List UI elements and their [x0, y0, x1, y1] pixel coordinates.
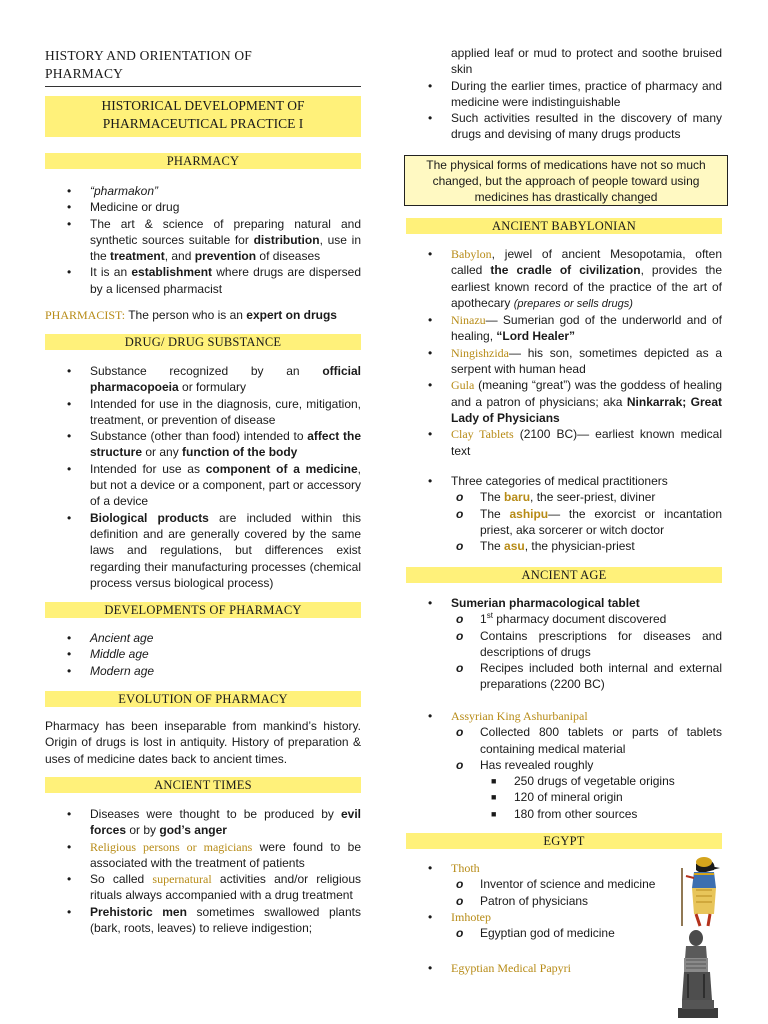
- practitioners-list: [406, 473, 722, 554]
- list-item: • Clay Tablets (2100 BC)— earliest known medical text: [428, 427, 722, 458]
- sub-list-item: o Contains prescriptions for diseases and descriptions of drugs: [456, 628, 722, 659]
- list-item: • Modern age: [67, 663, 155, 678]
- list-item: • Ancient age: [67, 631, 154, 645]
- babylonian-list: [406, 246, 722, 459]
- ashurbanipal-list: [406, 708, 722, 822]
- sub-list-item: o Has revealed roughly: [456, 757, 594, 772]
- sub-list-item: o The baru, the seer-priest, diviner: [456, 490, 656, 505]
- section-heading-egypt: EGYPT: [406, 833, 722, 849]
- list-item: • During the earlier times, practice of pharmacy and medicine were indistinguishable: [428, 78, 722, 109]
- list-item: • Gula (meaning “great”) was the goddess of healing and a patron of physicians; aka Ninkarrak; Great Lady of Physicians: [428, 378, 722, 425]
- developments-list: [45, 630, 361, 679]
- sub-list-item: o Inventor of science and medicine: [456, 877, 656, 892]
- list-item: • Imhotep: [428, 909, 491, 924]
- list-item: • Egyptian Medical Papyri: [428, 961, 571, 975]
- section-heading-pharmacy: PHARMACY: [45, 153, 361, 169]
- papyri-list: [406, 960, 668, 976]
- list-item: • Medicine or drug: [67, 200, 180, 215]
- list-item: • Intended for use as component of a medicine, but not a device or a component, part or accessory of a device: [67, 461, 362, 509]
- list-item: • Substance (other than food) intended to affect the structure or any function of the body: [67, 429, 361, 460]
- section-heading-developments: DEVELOPMENTS OF PHARMACY: [45, 602, 361, 618]
- sub-list-item: o Recipes included both internal and external preparations (2200 BC): [456, 661, 722, 692]
- sub-sub-list-item: ■ 250 drugs of vegetable origins: [491, 774, 675, 789]
- sub-list-item: o The ashipu— the exorcist or incantation priest, aka sorcerer or witch doctor: [456, 506, 723, 537]
- list-item: • Assyrian King Ashurbanipal: [428, 709, 588, 723]
- section-heading-drug: DRUG/ DRUG SUBSTANCE: [45, 334, 361, 350]
- drug-list: [45, 363, 361, 591]
- imhotep-statue-icon: [672, 928, 722, 1022]
- list-item: • The art & science of preparing natural and synthetic sources suitable for distribution, use in the treatment, and prevention of diseases: [67, 216, 361, 264]
- list-item: • Religious persons or magicians were found to be associated with the treatment of patients: [67, 839, 362, 870]
- section-heading-ancient-age: ANCIENT AGE: [406, 567, 722, 583]
- list-item: • Three categories of medical practitioners: [428, 474, 668, 488]
- sub-list-item: o Egyptian god of medicine: [456, 926, 615, 941]
- page-title-line2: PHARMACY: [45, 66, 124, 81]
- page-title-line1: HISTORY AND ORIENTATION OF: [45, 48, 253, 63]
- page-title: [45, 47, 361, 87]
- evolution-paragraph: Pharmacy has been inseparable from mankind’s history. Origin of drugs is lost in antiquity. History of preparation & uses of medicine dates back to ancient times.: [45, 719, 361, 766]
- ancient-age-list: [406, 595, 722, 693]
- sub-list-item: o 1st pharmacy document discovered: [456, 611, 667, 627]
- list-item: • Ningishzida— his son, sometimes depicted as a serpent with human head: [428, 345, 722, 377]
- main-heading: [45, 96, 361, 137]
- list-item: • Biological products are included within this definition and are generally covered by the same laws and regulations, but differences exist regarding their manufacturing processes (chemical process versus biological process): [67, 510, 361, 590]
- list-item: • So called supernatural activities and/or religious rituals always accompanied with a drug treatment: [67, 872, 361, 903]
- ancient-times-list: [45, 806, 361, 936]
- pharmacist-definition: PHARMACIST: The person who is an expert on drugs: [45, 308, 337, 322]
- list-item: • Prehistoric men sometimes swallowed plants (bark, roots, leaves) to relieve indigestion;: [67, 904, 361, 936]
- list-item: • Babylon, jewel of ancient Mesopotamia, often called the cradle of civilization, provides the earliest known record of the practice of the art of apothecary (prepares or sells drugs): [428, 247, 723, 310]
- thoth-figure-icon: [676, 854, 722, 928]
- list-item: • Sumerian pharmacological tablet: [428, 596, 640, 610]
- list-item: • Intended for use in the diagnosis, cure, mitigation, treatment, or prevention of disease: [67, 396, 361, 427]
- section-heading-evolution: EVOLUTION OF PHARMACY: [45, 691, 361, 707]
- pharmacy-list: [45, 183, 361, 297]
- callout-box: The physical forms of medications have not so much changed, but the approach of people toward using medicines has drastically changed: [404, 155, 728, 206]
- main-heading-line1: HISTORICAL DEVELOPMENT OF: [101, 98, 305, 113]
- sub-list-item: o The asu, the physician-priest: [456, 539, 635, 554]
- list-item: • It is an establishment where drugs are dispersed by a licensed pharmacist: [67, 265, 361, 296]
- sub-list-item: o Patron of physicians: [456, 893, 589, 908]
- section-heading-babylonian: ANCIENT BABYLONIAN: [406, 218, 722, 234]
- sub-sub-list-item: ■ 120 of mineral origin: [491, 790, 623, 805]
- sub-list-item: o Collected 800 tablets or parts of tablets containing medical material: [456, 725, 722, 756]
- list-item: • Diseases were thought to be produced by evil forces or by god’s anger: [67, 807, 361, 838]
- list-item: • Thoth: [428, 861, 480, 875]
- list-item-continued: applied leaf or mud to protect and soothe bruised skin: [451, 46, 722, 77]
- list-item: • Ninazu— Sumerian god of the underworld and of healing, “Lord Healer”: [428, 313, 722, 344]
- main-heading-line2: PHARMACEUTICAL PRACTICE I: [102, 116, 304, 131]
- ancient-times-continued-list: [406, 45, 722, 143]
- list-item: • “pharmakon”: [67, 184, 159, 198]
- section-heading-ancient-times: ANCIENT TIMES: [45, 777, 361, 793]
- list-item: • Such activities resulted in the discovery of many drugs and devising of many drugs products: [428, 111, 722, 142]
- list-item: • Middle age: [67, 647, 149, 662]
- sub-sub-list-item: ■ 180 from other sources: [491, 806, 638, 821]
- list-item: • Substance recognized by an official pharmacopoeia or formulary: [67, 364, 361, 395]
- egypt-list: [406, 860, 668, 941]
